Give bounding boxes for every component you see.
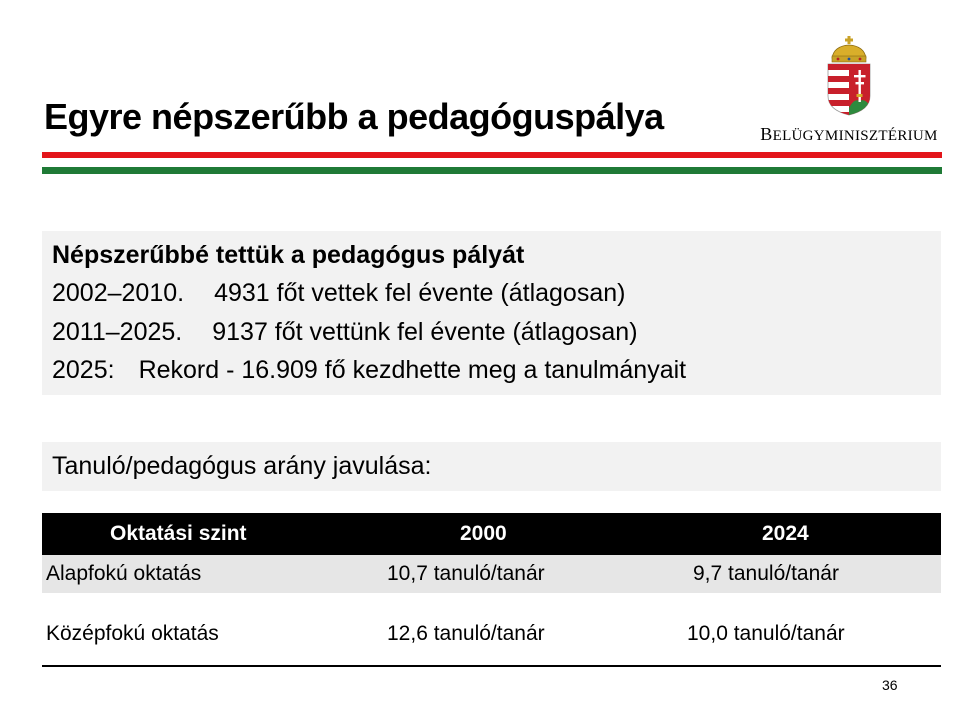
table-cell: 10,7 tanuló/tanár <box>387 562 545 585</box>
recruitment-line <box>52 279 625 308</box>
period-label: 2025: <box>52 356 115 384</box>
table-cell: 10,0 tanuló/tanár <box>687 622 845 645</box>
slide-title: Egyre népszerűbb a pedagóguspálya <box>44 96 664 137</box>
ministry-name: BELÜGYMINISZTÉRIUM <box>760 124 938 144</box>
table-cell: Középfokú oktatás <box>46 622 219 645</box>
green-divider-stripe <box>42 167 942 174</box>
ratio-heading: Tanuló/pedagógus arány javulása: <box>52 452 432 480</box>
table-header <box>42 513 941 555</box>
table-row <box>42 555 941 593</box>
ratio-box <box>42 442 941 491</box>
header-2024: 2024 <box>762 522 809 545</box>
period-label: 2011–2025. <box>52 318 183 346</box>
table-cell: 12,6 tanuló/tanár <box>387 622 545 645</box>
recruitment-box <box>42 231 941 395</box>
recruitment-line <box>52 318 638 347</box>
page-number: 36 <box>882 677 898 693</box>
recruitment-line <box>52 356 686 385</box>
ratio-table <box>42 513 941 667</box>
ministry-logo <box>760 36 938 146</box>
recruitment-heading: Népszerűbbé tettük a pedagógus pályát <box>52 241 525 269</box>
period-text: Rekord - 16.909 fő kezdhette meg a tanulmányait <box>138 356 687 384</box>
red-divider-stripe <box>42 152 942 158</box>
coat-of-arms-icon <box>824 36 874 116</box>
table-cell: Alapfokú oktatás <box>46 562 202 585</box>
period-text: 4931 főt vettek fel évente (átlagosan) <box>214 279 626 307</box>
period-label: 2002–2010. <box>52 279 185 307</box>
header-level: Oktatási szint <box>110 522 247 545</box>
period-text: 9137 főt vettünk fel évente (átlagosan) <box>212 318 638 346</box>
table-cell: 9,7 tanuló/tanár <box>693 562 839 585</box>
table-row <box>42 593 941 667</box>
header-2000: 2000 <box>460 522 507 545</box>
